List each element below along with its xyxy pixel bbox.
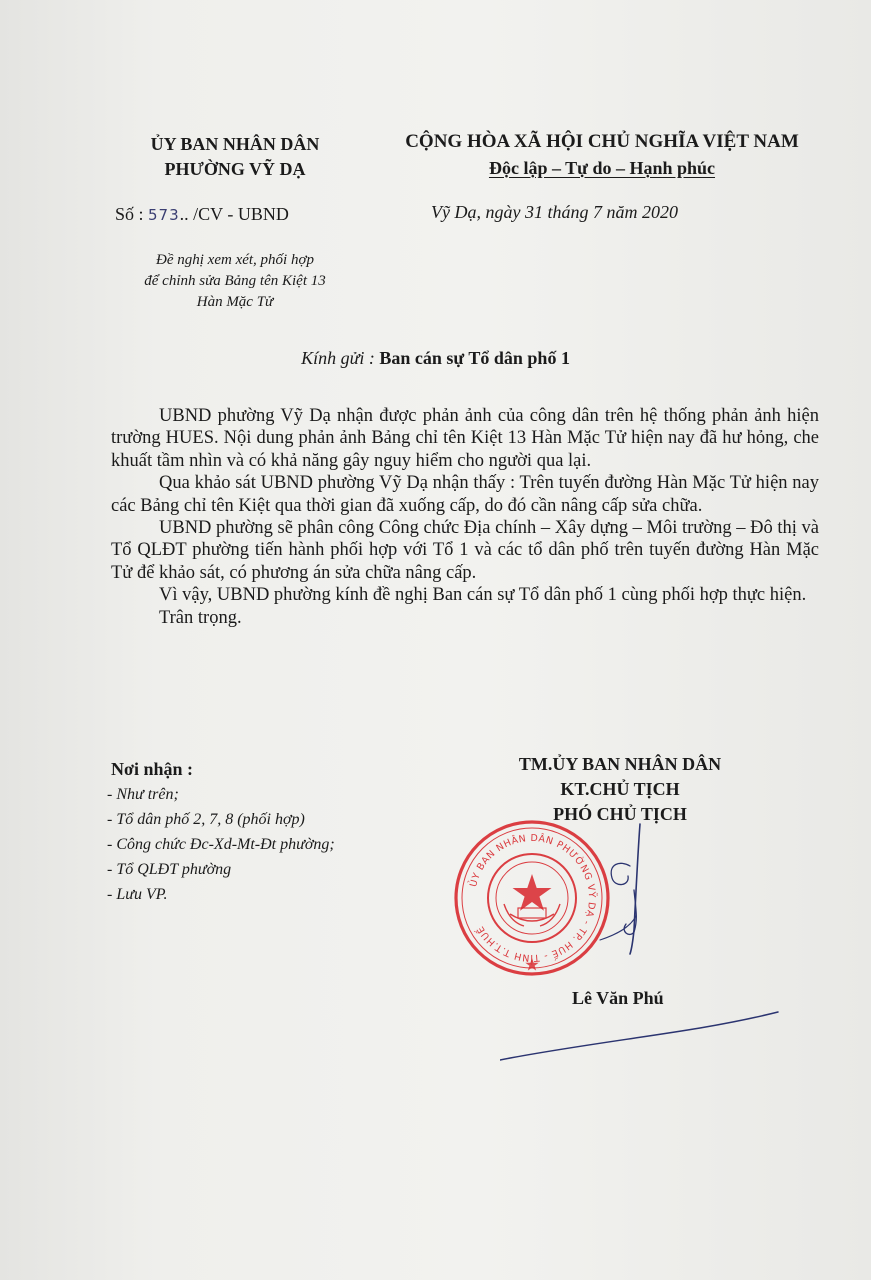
signature-block	[470, 752, 770, 827]
signer-name: Lê Văn Phú	[572, 988, 664, 1008]
subject-line-2: để chỉnh sửa Bảng tên Kiệt 13	[144, 273, 326, 289]
signature-underline-stroke	[500, 1008, 780, 1068]
body-paragraph: Qua khảo sát UBND phường Vỹ Dạ nhận thấy : Trên tuyến đường Hàn Mặc Tử hiện nay các Bảng chỉ tên Kiệt qua thời gian đã xuống cấp, do đó cần nâng cấp sửa chữa.	[111, 473, 819, 516]
doc-number-handwritten: 573	[148, 206, 180, 224]
doc-number-suffix: .. /CV - UBND	[179, 204, 289, 224]
agency-line-1: ỦY BAN NHÂN DÂN	[150, 134, 320, 154]
signature-line-2: KT.CHỦ TỊCH	[560, 779, 680, 799]
agency-line-2: PHƯỜNG VỸ DẠ	[164, 159, 306, 179]
document-number	[115, 204, 289, 225]
receivers-block	[107, 757, 335, 907]
receiver-item: - Lưu VP.	[107, 886, 168, 903]
recipient-line	[0, 348, 871, 369]
seal-text: ỦY BAN NHÂN DÂN PHƯỜNG VỸ DẠ - TP. HUẾ - TỈNH T.T.HUẾ	[468, 832, 598, 964]
body-paragraph: UBND phường sẽ phân công Công chức Địa chính – Xây dựng – Môi trường – Đô thị và Tổ QLĐT phường tiến hành phối hợp với Tổ 1 và các tổ dân phố trên tuyến đường Hàn Mặc Tử để khảo sát, có phương án sửa chữa nâng cấp.	[111, 518, 819, 583]
receivers-title: Nơi nhận :	[111, 759, 193, 779]
nation-title: CỘNG HÒA XÃ HỘI CHỦ NGHĨA VIỆT NAM	[405, 131, 799, 152]
doc-number-prefix: Số :	[115, 204, 144, 224]
receiver-item: - Tổ QLĐT phường	[107, 861, 232, 878]
subject-summary	[110, 250, 360, 313]
receiver-item: - Công chức Đc-Xd-Mt-Đt phường;	[107, 836, 335, 853]
subject-line-3: Hàn Mặc Tử	[196, 294, 274, 310]
signature-line-3: PHÓ CHỦ TỊCH	[553, 804, 687, 824]
issuing-agency	[100, 132, 370, 182]
body-paragraph: UBND phường Vỹ Dạ nhận được phản ảnh của công dân trên hệ thống phản ảnh hiện trường HUES. Nội dung phản ảnh Bảng chỉ tên Kiệt 13 Hàn Mặc Tử hiện nay đã hư hỏng, che khuất tầm nhìn và có khả năng gây nguy hiểm cho người qua lại.	[111, 406, 819, 471]
body-paragraph: Trân trọng.	[159, 607, 242, 628]
body-paragraph: Vì vậy, UBND phường kính đề nghị Ban cán sự Tổ dân phố 1 cùng phối hợp thực hiện.	[159, 585, 807, 606]
receiver-item: - Như trên;	[107, 786, 179, 803]
date-line: Vỹ Dạ, ngày 31 tháng 7 năm 2020	[431, 202, 678, 222]
recipient-name: Ban cán sự Tổ dân phố 1	[379, 348, 570, 368]
recipient-label: Kính gửi :	[301, 348, 375, 368]
nation-motto: Độc lập – Tự do – Hạnh phúc	[488, 158, 716, 178]
letter-body	[111, 405, 819, 629]
subject-line-1: Đề nghị xem xét, phối hợp	[156, 252, 314, 268]
signature-line-1: TM.ỦY BAN NHÂN DÂN	[518, 754, 722, 774]
national-header	[362, 128, 842, 182]
receiver-item: - Tổ dân phố 2, 7, 8 (phối hợp)	[107, 811, 305, 828]
